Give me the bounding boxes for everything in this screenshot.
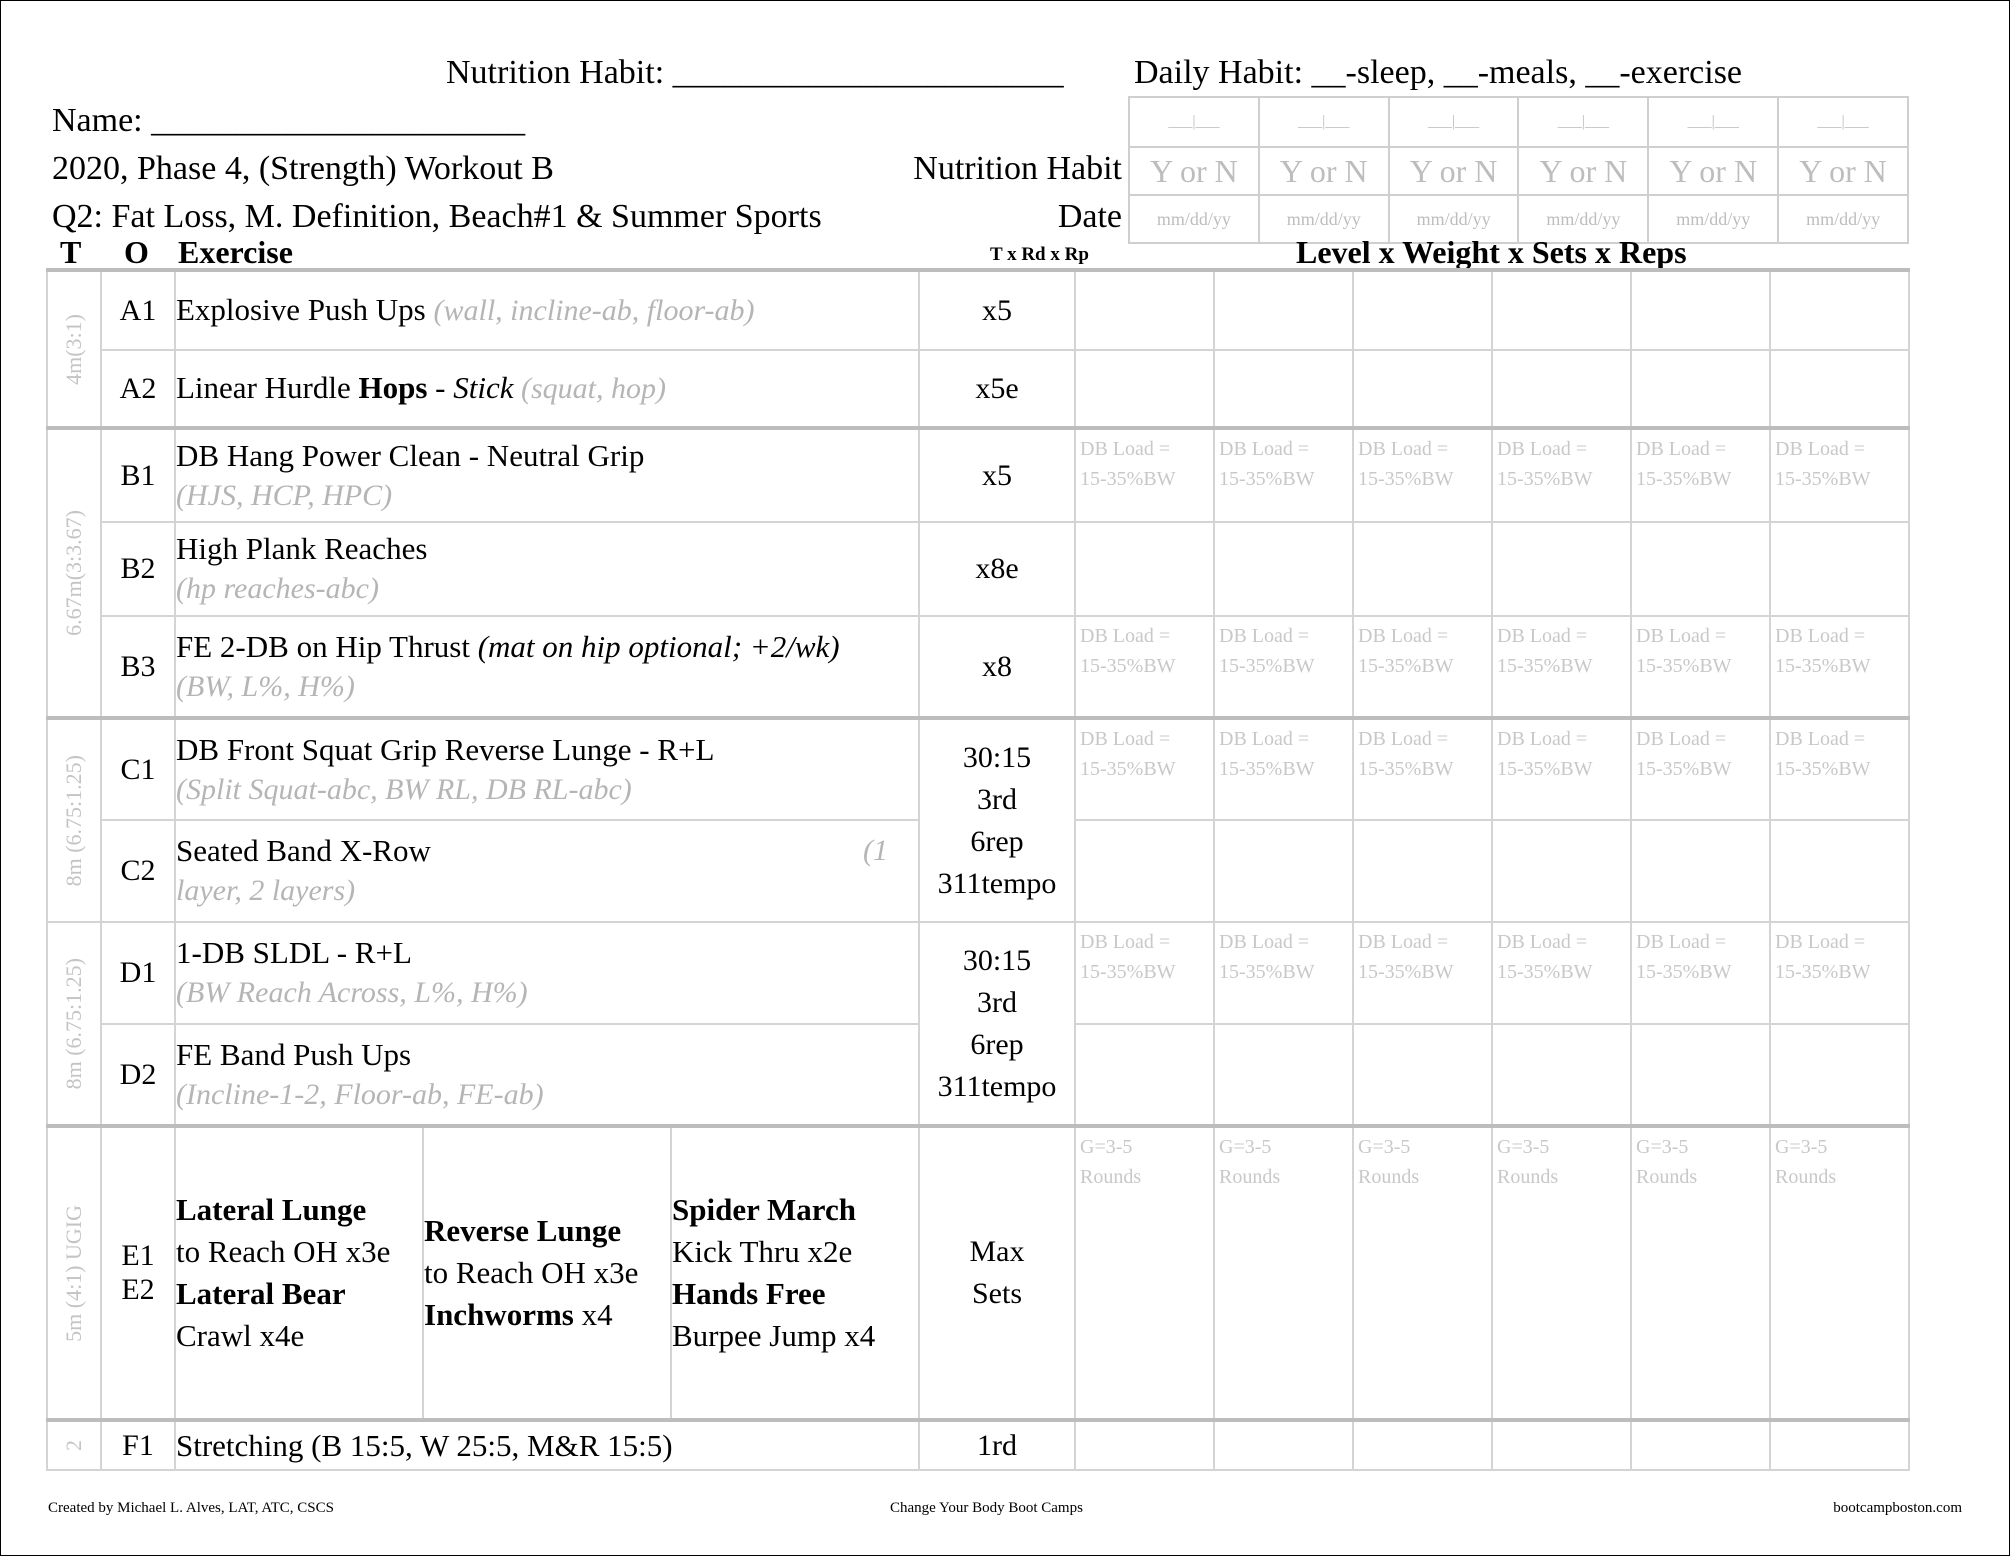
col-header-rx: T x Rd x Rp: [990, 244, 1089, 265]
habit-count-cell[interactable]: ___|___: [1648, 97, 1778, 147]
log-cell[interactable]: [1353, 820, 1492, 922]
log-cell[interactable]: DB Load = 15-35%BW: [1770, 428, 1909, 522]
quarter-goals: Q2: Fat Loss, M. Definition, Beach#1 & Summer Sports: [52, 198, 822, 235]
log-cell[interactable]: [1631, 820, 1770, 922]
habit-count-cell[interactable]: ___|___: [1518, 97, 1648, 147]
log-cell[interactable]: [1075, 350, 1214, 428]
log-cell[interactable]: [1214, 1420, 1353, 1470]
log-cell[interactable]: [1631, 1420, 1770, 1470]
footer-credit: Created by Michael L. Alves, LAT, ATC, CSCS: [48, 1500, 334, 1516]
log-cell[interactable]: [1353, 270, 1492, 350]
rx-cell: 30:15 3rd 6rep 311tempo: [919, 718, 1075, 922]
log-cell[interactable]: [1770, 1420, 1909, 1470]
exercise-cell: Reverse Lunge to Reach OH x3e Inchworms x4: [423, 1126, 671, 1420]
log-cell[interactable]: DB Load = 15-35%BW: [1492, 428, 1631, 522]
log-cell[interactable]: [1214, 270, 1353, 350]
exercise-cell: DB Hang Power Clean - Neutral Grip (HJS, HCP, HPC): [175, 428, 919, 522]
block-f-time: 2: [47, 1420, 101, 1470]
rx-cell: Max Sets: [919, 1126, 1075, 1420]
log-cell[interactable]: [1631, 1024, 1770, 1126]
rx-cell: x5: [919, 428, 1075, 522]
date-cell[interactable]: mm/dd/yy: [1518, 195, 1648, 243]
log-cell[interactable]: DB Load = 15-35%BW: [1631, 922, 1770, 1024]
workout-title: 2020, Phase 4, (Strength) Workout B: [52, 150, 554, 187]
log-cell[interactable]: [1353, 522, 1492, 616]
order-label: C2: [101, 820, 175, 922]
rx-cell: x5e: [919, 350, 1075, 428]
log-cell[interactable]: DB Load = 15-35%BW: [1631, 616, 1770, 718]
log-cell[interactable]: [1631, 350, 1770, 428]
col-header-o: O: [124, 234, 149, 270]
exercise-cell: Stretching (B 15:5, W 25:5, M&R 15:5): [175, 1420, 919, 1470]
log-cell[interactable]: G=3-5 Rounds: [1075, 1126, 1214, 1420]
col-header-log: Level x Weight x Sets x Reps: [1296, 234, 1687, 270]
block-a-time: 4m(3:1): [47, 270, 101, 428]
log-cell[interactable]: DB Load = 15-35%BW: [1492, 922, 1631, 1024]
log-cell[interactable]: [1770, 1024, 1909, 1126]
log-cell[interactable]: DB Load = 15-35%BW: [1075, 718, 1214, 820]
col-header-exercise: Exercise: [178, 234, 293, 270]
log-cell[interactable]: [1770, 350, 1909, 428]
log-cell[interactable]: DB Load = 15-35%BW: [1075, 922, 1214, 1024]
log-cell[interactable]: [1075, 270, 1214, 350]
log-cell[interactable]: [1214, 350, 1353, 428]
exercise-cell: High Plank Reaches (hp reaches-abc): [175, 522, 919, 616]
exercise-cell: DB Front Squat Grip Reverse Lunge - R+L (Split Squat-abc, BW RL, DB RL-abc): [175, 718, 919, 820]
log-cell[interactable]: DB Load = 15-35%BW: [1075, 616, 1214, 718]
log-cell[interactable]: G=3-5 Rounds: [1631, 1126, 1770, 1420]
date-cell[interactable]: mm/dd/yy: [1389, 195, 1519, 243]
exercise-cell: 1-DB SLDL - R+L (BW Reach Across, L%, H%): [175, 922, 919, 1024]
log-cell[interactable]: DB Load = 15-35%BW: [1214, 718, 1353, 820]
log-cell[interactable]: [1492, 270, 1631, 350]
log-cell[interactable]: [1492, 350, 1631, 428]
table-row: [47, 922, 1909, 1024]
date-cell[interactable]: mm/dd/yy: [1129, 195, 1259, 243]
log-cell[interactable]: [1631, 522, 1770, 616]
nutrition-yn-cell[interactable]: Y or N: [1778, 147, 1908, 195]
name-line: Name: ______________________: [52, 102, 526, 139]
log-cell[interactable]: DB Load = 15-35%BW: [1214, 922, 1353, 1024]
log-cell[interactable]: [1353, 350, 1492, 428]
workout-table: [46, 268, 1910, 1471]
log-cell[interactable]: DB Load = 15-35%BW: [1214, 428, 1353, 522]
log-cell[interactable]: [1214, 820, 1353, 922]
order-label: B2: [101, 522, 175, 616]
log-cell[interactable]: [1075, 1420, 1214, 1470]
footer-company: Change Your Body Boot Camps: [890, 1500, 1083, 1516]
block-b-time: 6.67m(3:3.67): [47, 428, 101, 718]
date-cell[interactable]: mm/dd/yy: [1778, 195, 1908, 243]
table-row: [47, 350, 1909, 428]
order-label: F1: [101, 1420, 175, 1470]
log-cell[interactable]: [1214, 1024, 1353, 1126]
order-label: A1: [101, 270, 175, 350]
rx-cell: 30:15 3rd 6rep 311tempo: [919, 922, 1075, 1126]
table-row: [47, 1126, 1909, 1420]
log-cell[interactable]: [1631, 270, 1770, 350]
log-cell[interactable]: G=3-5 Rounds: [1770, 1126, 1909, 1420]
row-label-date: Date: [1057, 198, 1122, 235]
rx-cell: x8e: [919, 522, 1075, 616]
log-cell[interactable]: DB Load = 15-35%BW: [1770, 616, 1909, 718]
log-cell[interactable]: [1075, 820, 1214, 922]
block-e-time: 5m (4:1) UGIG: [47, 1126, 101, 1420]
order-label: D2: [101, 1024, 175, 1126]
rx-cell: x5: [919, 270, 1075, 350]
log-cell[interactable]: [1770, 270, 1909, 350]
exercise-cell: Spider March Kick Thru x2e Hands Free Burpee Jump x4: [671, 1126, 919, 1420]
block-d-time: 8m (6.75:1.25): [47, 922, 101, 1126]
exercise-cell: FE 2-DB on Hip Thrust (mat on hip optional; +2/wk) (BW, L%, H%): [175, 616, 919, 718]
log-cell[interactable]: G=3-5 Rounds: [1353, 1126, 1492, 1420]
table-row: [47, 270, 1909, 350]
order-label: E1 E2: [101, 1126, 175, 1420]
log-cell[interactable]: DB Load = 15-35%BW: [1770, 718, 1909, 820]
order-label: B3: [101, 616, 175, 718]
order-label: D1: [101, 922, 175, 1024]
log-cell[interactable]: DB Load = 15-35%BW: [1353, 428, 1492, 522]
exercise-cell: Linear Hurdle Hops - Stick (squat, hop): [175, 350, 919, 428]
nutrition-yn-cell[interactable]: Y or N: [1129, 147, 1259, 195]
log-cell[interactable]: DB Load = 15-35%BW: [1353, 616, 1492, 718]
log-cell[interactable]: [1075, 522, 1214, 616]
log-cell[interactable]: [1492, 1420, 1631, 1470]
date-cell[interactable]: mm/dd/yy: [1648, 195, 1778, 243]
nutrition-habit-line: Nutrition Habit: _______________________: [446, 54, 1064, 91]
nutrition-yn-cell[interactable]: Y or N: [1259, 147, 1389, 195]
log-cell[interactable]: G=3-5 Rounds: [1214, 1126, 1353, 1420]
log-cell[interactable]: [1075, 1024, 1214, 1126]
table-row: [47, 428, 1909, 522]
log-cell[interactable]: [1492, 820, 1631, 922]
order-label: A2: [101, 350, 175, 428]
table-row: [47, 718, 1909, 820]
nutrition-yn-cell[interactable]: Y or N: [1389, 147, 1519, 195]
col-header-t: T: [60, 234, 82, 270]
nutrition-yn-cell[interactable]: Y or N: [1648, 147, 1778, 195]
block-c-time: 8m (6.75:1.25): [47, 718, 101, 922]
log-cell[interactable]: DB Load = 15-35%BW: [1631, 718, 1770, 820]
habit-count-cell[interactable]: ___|___: [1259, 97, 1389, 147]
log-cell[interactable]: [1770, 522, 1909, 616]
log-cell[interactable]: [1492, 522, 1631, 616]
log-cell[interactable]: [1353, 1024, 1492, 1126]
nutrition-yn-cell[interactable]: Y or N: [1518, 147, 1648, 195]
habit-count-cell[interactable]: ___|___: [1389, 97, 1519, 147]
row-label-nutrition: Nutrition Habit: [913, 150, 1122, 187]
log-cell[interactable]: [1770, 820, 1909, 922]
log-cell[interactable]: DB Load = 15-35%BW: [1770, 922, 1909, 1024]
footer-website[interactable]: bootcampboston.com: [1833, 1500, 1962, 1516]
habit-grid: [1128, 96, 1909, 244]
log-cell[interactable]: DB Load = 15-35%BW: [1353, 718, 1492, 820]
log-cell[interactable]: DB Load = 15-35%BW: [1492, 718, 1631, 820]
log-cell[interactable]: DB Load = 15-35%BW: [1353, 922, 1492, 1024]
log-cell[interactable]: DB Load = 15-35%BW: [1214, 616, 1353, 718]
exercise-cell: Seated Band X-Row (1 layer, 2 layers): [175, 820, 919, 922]
log-cell[interactable]: DB Load = 15-35%BW: [1075, 428, 1214, 522]
table-row: [47, 522, 1909, 616]
exercise-cell: Explosive Push Ups (wall, incline-ab, floor-ab): [175, 270, 919, 350]
log-cell[interactable]: DB Load = 15-35%BW: [1631, 428, 1770, 522]
rx-cell: 1rd: [919, 1420, 1075, 1470]
habit-count-cell[interactable]: ___|___: [1778, 97, 1908, 147]
order-label: B1: [101, 428, 175, 522]
habit-count-cell[interactable]: ___|___: [1129, 97, 1259, 147]
exercise-cell: Lateral Lunge to Reach OH x3e Lateral Bear Crawl x4e: [175, 1126, 423, 1420]
log-cell[interactable]: G=3-5 Rounds: [1492, 1126, 1631, 1420]
log-cell[interactable]: DB Load = 15-35%BW: [1492, 616, 1631, 718]
log-cell[interactable]: [1214, 522, 1353, 616]
daily-habit-line: Daily Habit: __-sleep, __-meals, __-exercise: [1134, 54, 1743, 91]
log-cell[interactable]: [1353, 1420, 1492, 1470]
table-row: [47, 616, 1909, 718]
rx-cell: x8: [919, 616, 1075, 718]
order-label: C1: [101, 718, 175, 820]
table-row: [47, 1420, 1909, 1470]
date-cell[interactable]: mm/dd/yy: [1259, 195, 1389, 243]
exercise-cell: FE Band Push Ups (Incline-1-2, Floor-ab, FE-ab): [175, 1024, 919, 1126]
log-cell[interactable]: [1492, 1024, 1631, 1126]
